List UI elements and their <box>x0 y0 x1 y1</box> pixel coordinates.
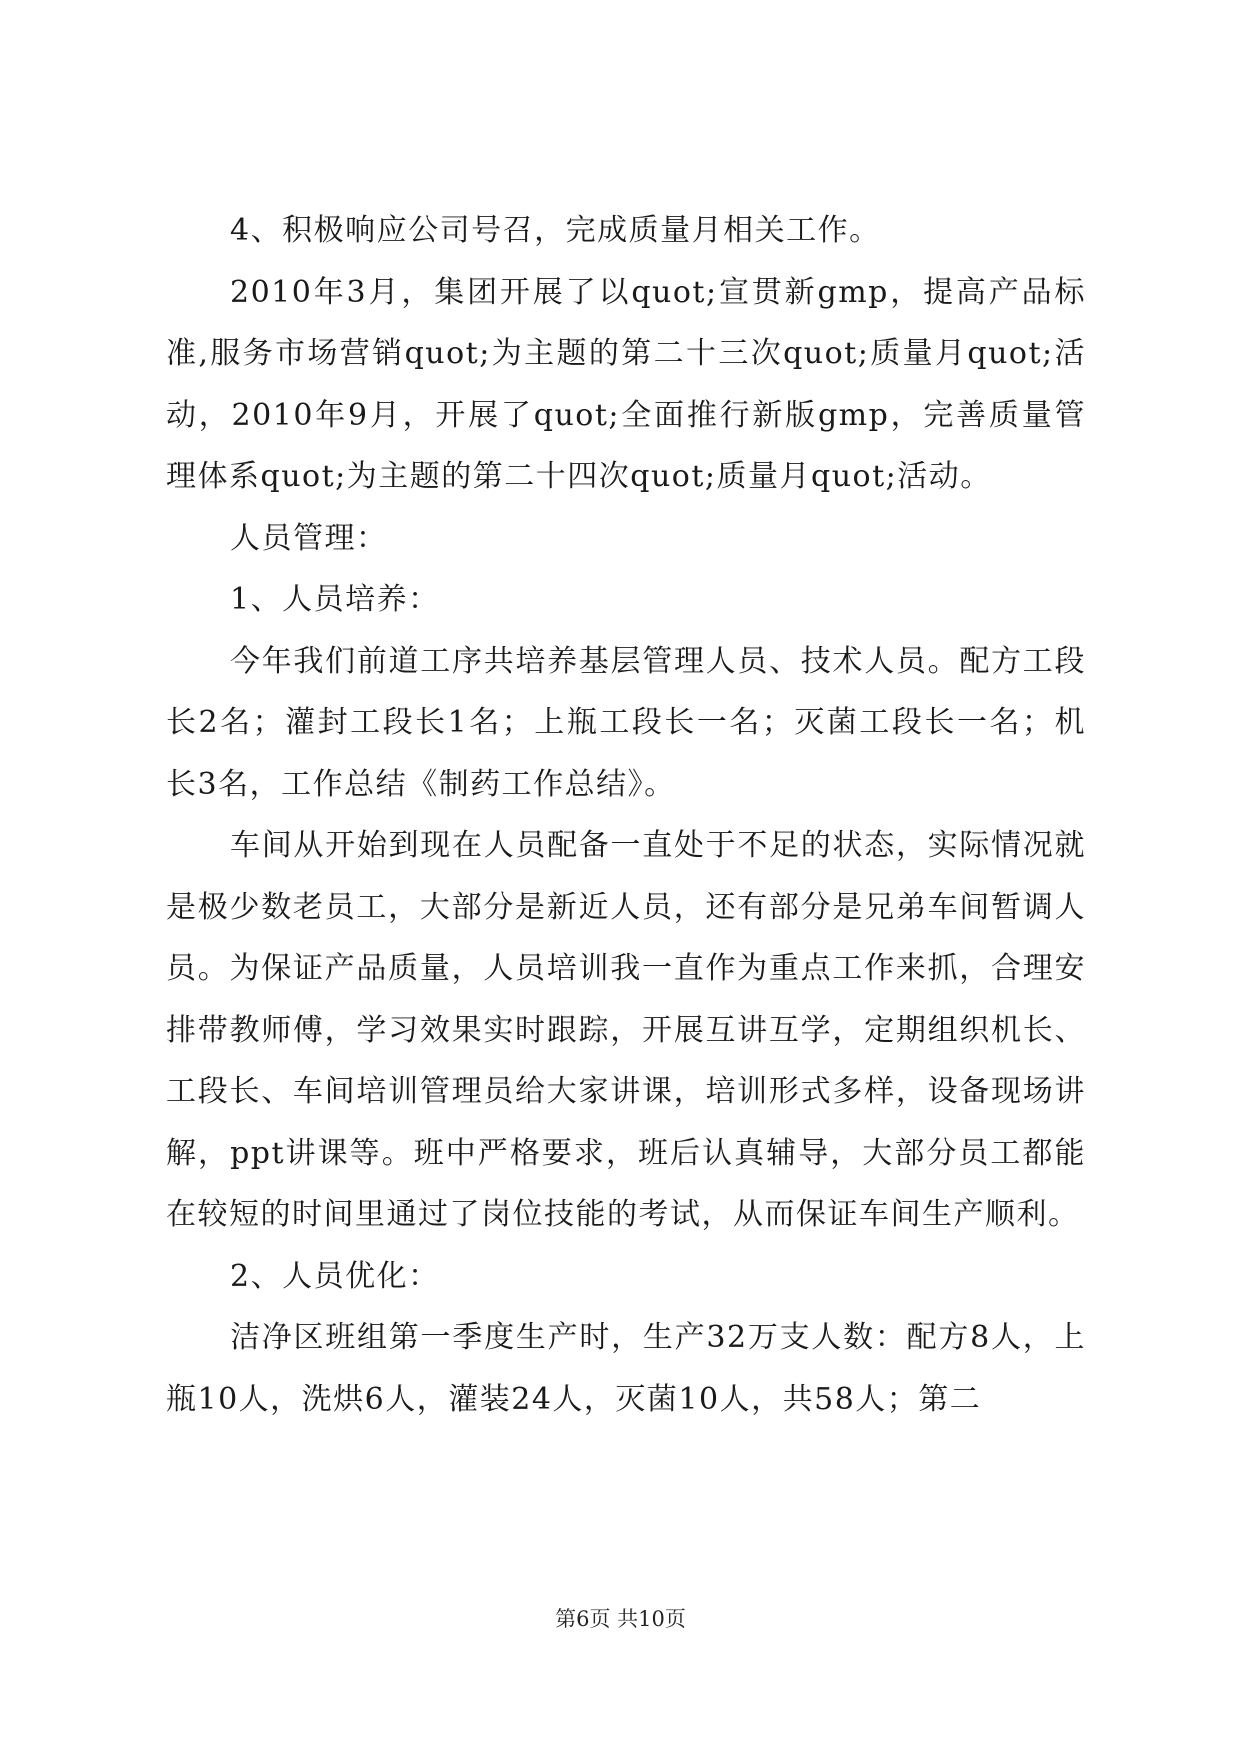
paragraph-quality-month-activities: 2010年3月，集团开展了以quot;宣贯新gmp，提高产品标准,服务市场营销quot;为主题的第二十三次quot;质量月quot;活动，2010年9月，开展了quot;全面推行新版gmp，完善质量管理体系quot;为主题的第二十四次quot;质量月quot;活动。 <box>166 274 1086 494</box>
section-heading-personnel-management: 人员管理： <box>230 520 388 556</box>
paragraph-training-results: 今年我们前道工序共培养基层管理人员、技术人员。配方工段长2名；灌封工段长1名；上瓶工段长一名；灭菌工段长一名；机长3名，工作总结《制药工作总结》。 <box>166 643 1086 802</box>
subheading-personnel-training: 1、人员培养： <box>230 582 440 617</box>
paragraph-quality-month-item: 4、积极响应公司号召，完成质量月相关工作。 <box>230 213 881 248</box>
document-body <box>166 200 1086 1430</box>
page-number-footer: 第6页 共10页 <box>555 1607 686 1631</box>
paragraph-staffing-numbers: 洁净区班组第一季度生产时，生产32万支人数：配方8人，上瓶10人，洗烘6人，灌装24人，灭菌10人，共58人；第二 <box>166 1320 1086 1417</box>
subheading-personnel-optimization: 2、人员优化： <box>230 1258 440 1294</box>
paragraph-training-details: 车间从开始到现在人员配备一直处于不足的状态，实际情况就是极少数老员工，大部分是新近人员，还有部分是兄弟车间暂调人员。为保证产品质量，人员培训我一直作为重点工作来抓，合理安排带教师傅，学习效果实时跟踪，开展互讲互学，定期组织机长、工段长、车间培训管理员给大家讲课，培训形式多样，设备现场讲解，ppt讲课等。班中严格要求，班后认真辅导，大部分员工都能在较短的时间里通过了岗位技能的考试，从而保证车间生产顺利。 <box>166 828 1086 1232</box>
